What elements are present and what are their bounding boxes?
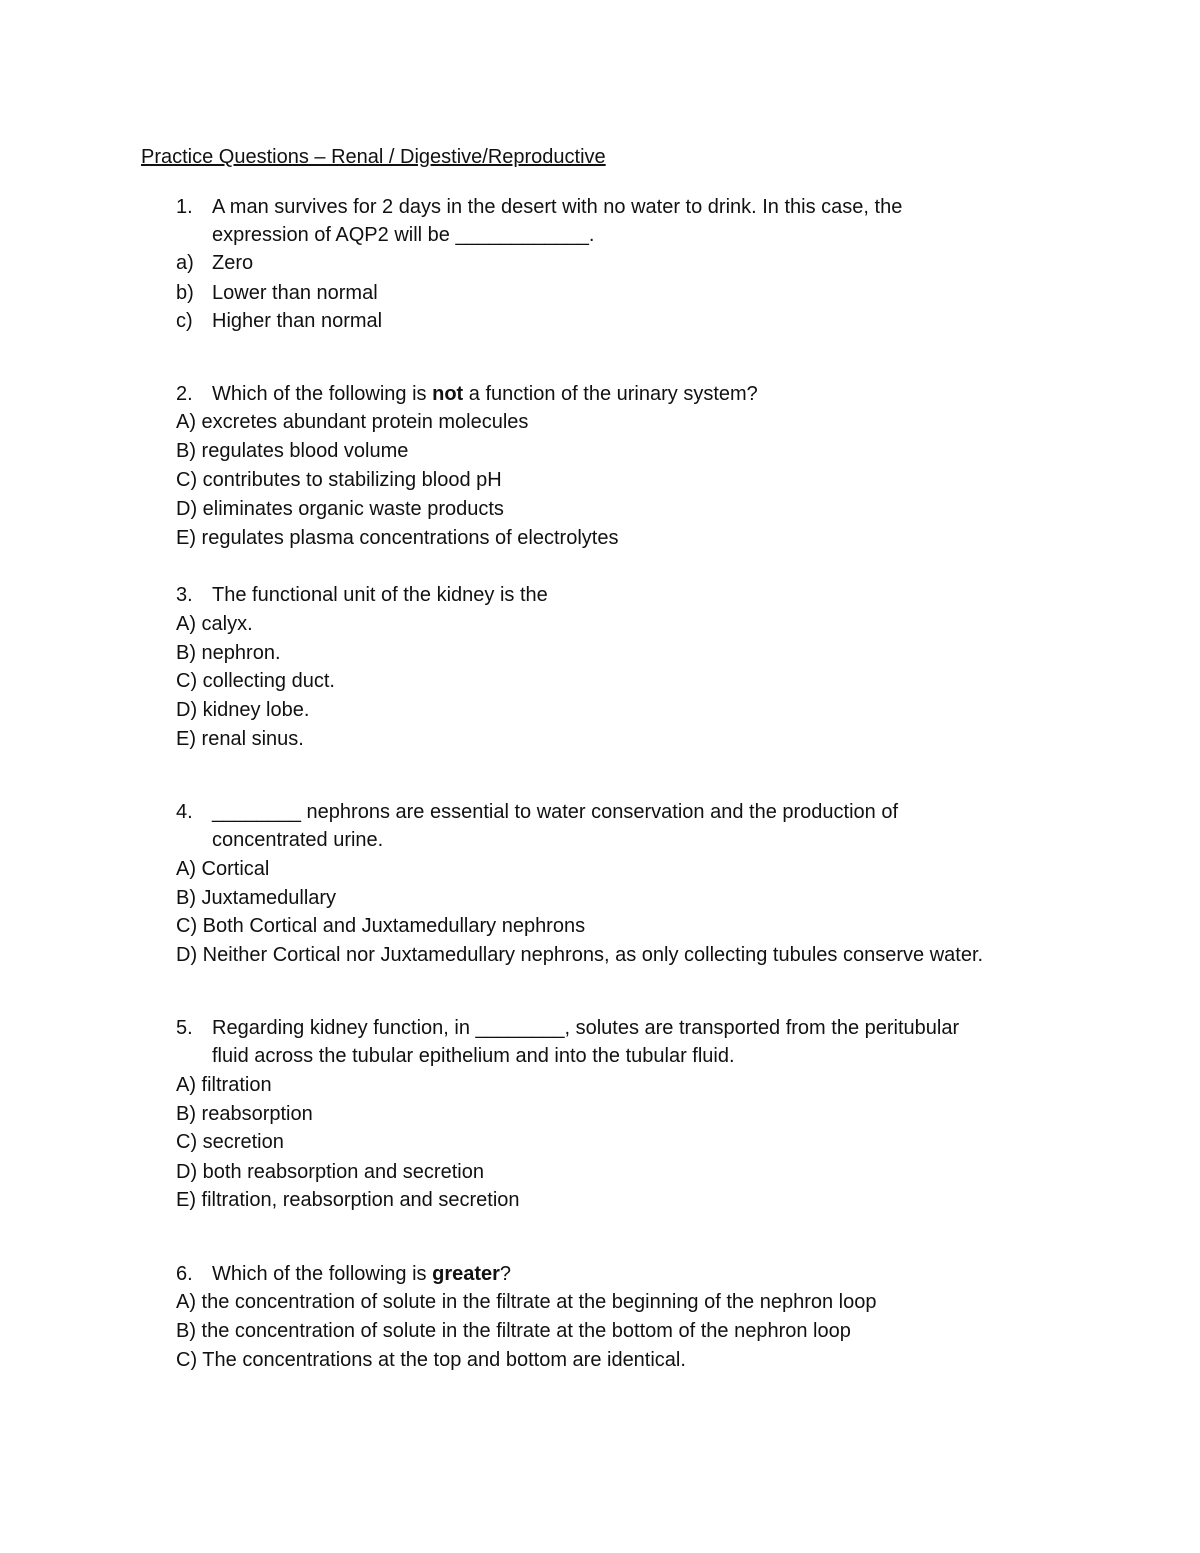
question-text-post: ?: [499, 1263, 512, 1285]
option: D) both reabsorption and secretion: [176, 1161, 484, 1183]
option: A) the concentration of solute in the filtrate at the beginning of the nephron loop: [176, 1291, 877, 1313]
option: C) contributes to stabilizing blood pH: [176, 469, 502, 491]
option: D) Neither Cortical nor Juxtamedullary nephrons, as only collecting tubules conserve water.: [176, 944, 984, 966]
question-number: 2.: [176, 383, 193, 405]
question-text: The functional unit of the kidney is the: [212, 584, 548, 606]
question-text-line-2: concentrated urine.: [212, 829, 384, 851]
question-number: 4.: [176, 801, 193, 823]
option-letter: a): [176, 252, 194, 274]
option: C) The concentrations at the top and bottom are identical.: [176, 1349, 686, 1371]
question-text-line-1: A man survives for 2 days in the desert with no water to drink. In this case, the: [212, 196, 903, 218]
option: A) Cortical: [176, 858, 270, 880]
question-text: [212, 381, 758, 407]
question-text-pre: Which of the following is: [212, 1263, 433, 1285]
option-text: Zero: [212, 252, 254, 274]
option: B) regulates blood volume: [176, 440, 409, 462]
option: A) filtration: [176, 1074, 272, 1096]
question-number: 5.: [176, 1017, 193, 1039]
question-number: 3.: [176, 584, 193, 606]
option: C) collecting duct.: [176, 670, 335, 692]
option: B) reabsorption: [176, 1103, 313, 1125]
question-text-line-2: expression of AQP2 will be ____________.: [212, 224, 595, 246]
option-letter: c): [176, 310, 193, 332]
question-text-post: a function of the urinary system?: [463, 383, 758, 405]
option: C) Both Cortical and Juxtamedullary nephrons: [176, 915, 586, 937]
option: A) calyx.: [176, 613, 253, 635]
option: B) nephron.: [176, 642, 281, 664]
option: D) kidney lobe.: [176, 699, 310, 721]
option: E) filtration, reabsorption and secretion: [176, 1189, 520, 1211]
question-text-emphasis: not: [432, 383, 464, 405]
option-text: Higher than normal: [212, 310, 383, 332]
question-text-emphasis: greater: [432, 1263, 500, 1285]
option: A) excretes abundant protein molecules: [176, 411, 529, 433]
option-letter: b): [176, 282, 194, 304]
option: B) the concentration of solute in the filtrate at the bottom of the nephron loop: [176, 1320, 851, 1342]
question-number: 6.: [176, 1263, 193, 1285]
question-text-line-1: Regarding kidney function, in ________, solutes are transported from the peritubular: [212, 1017, 960, 1039]
option: C) secretion: [176, 1131, 284, 1153]
question-number: 1.: [176, 196, 193, 218]
question-text-pre: Which of the following is: [212, 383, 433, 405]
question-text: [212, 1261, 511, 1287]
option: E) renal sinus.: [176, 728, 304, 750]
option: B) Juxtamedullary: [176, 887, 337, 909]
question-text-line-1: ________ nephrons are essential to water conservation and the production of: [212, 801, 899, 823]
option: D) eliminates organic waste products: [176, 498, 504, 520]
option-text: Lower than normal: [212, 282, 378, 304]
option: E) regulates plasma concentrations of electrolytes: [176, 527, 619, 549]
page-title: Practice Questions – Renal / Digestive/Reproductive: [141, 146, 606, 168]
question-text-line-2: fluid across the tubular epithelium and into the tubular fluid.: [212, 1045, 735, 1067]
